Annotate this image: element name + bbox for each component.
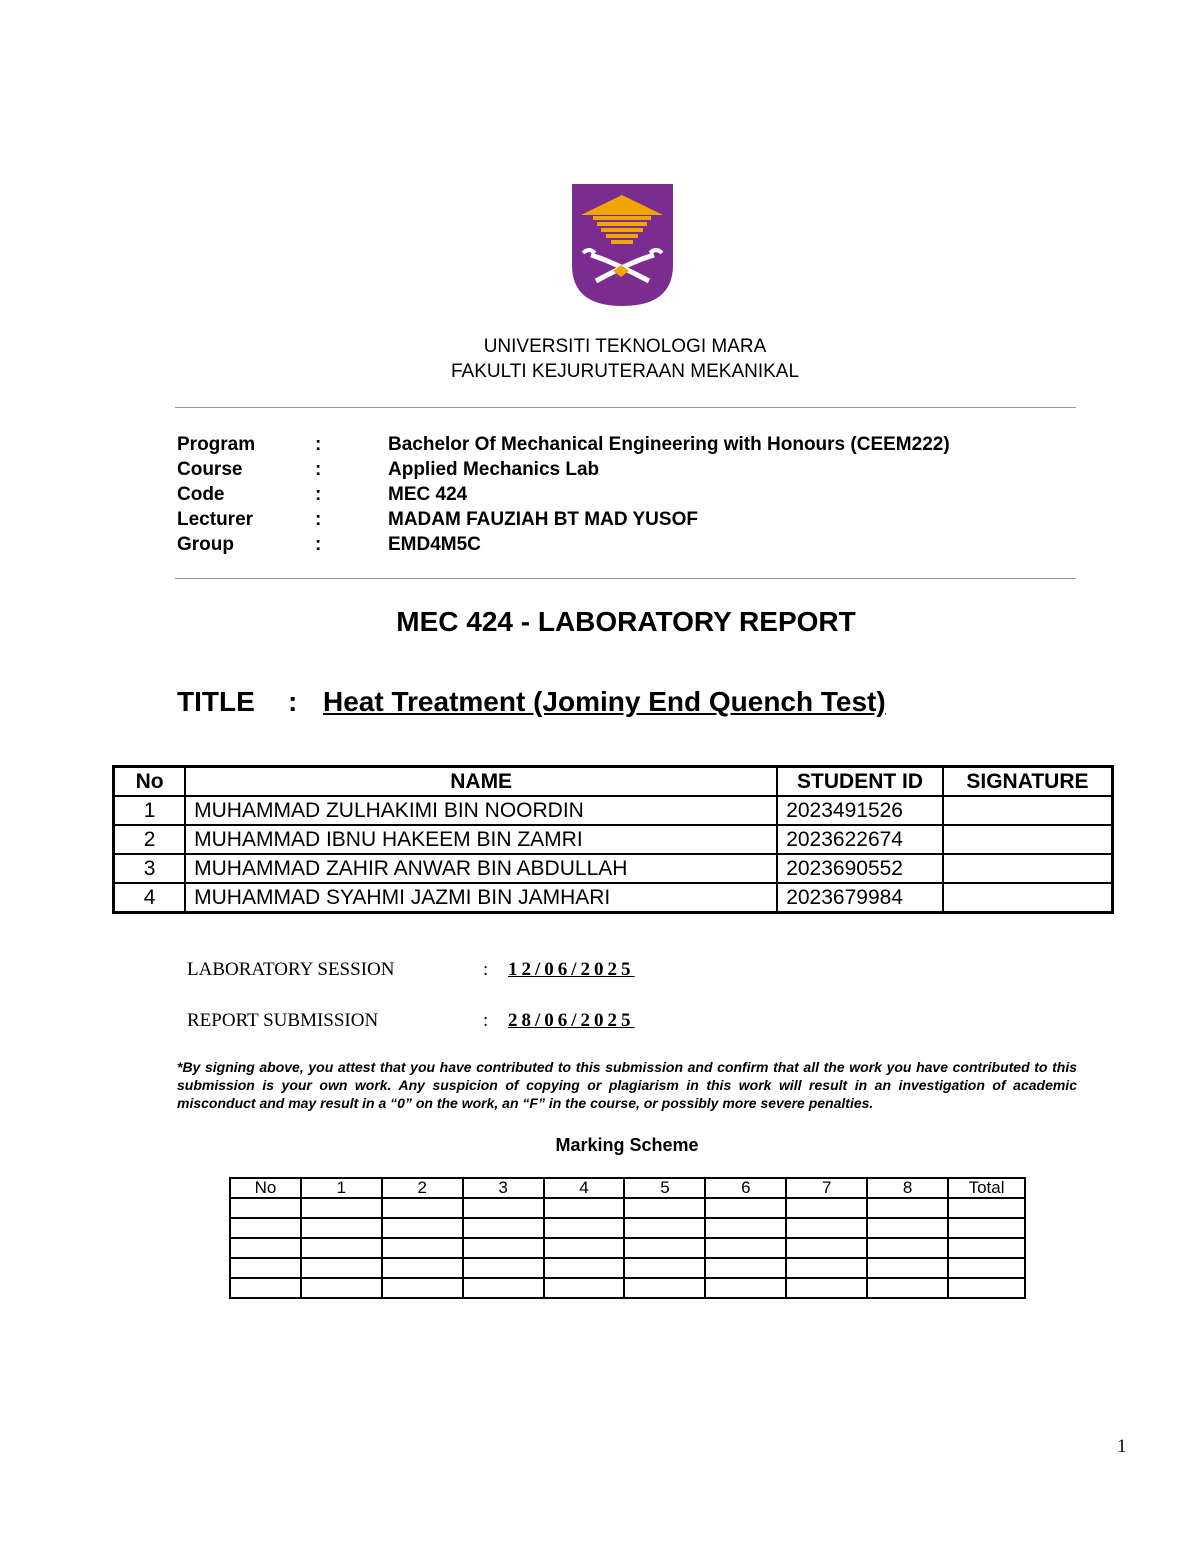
student-id: 2023491526 (777, 796, 943, 825)
session-colon: : (483, 959, 489, 980)
info-label: Lecturer (177, 509, 254, 530)
marking-header: 8 (867, 1178, 948, 1198)
marking-cell (948, 1258, 1025, 1278)
info-colon: : (315, 434, 322, 455)
marking-cell (463, 1258, 544, 1278)
marking-cell (230, 1258, 301, 1278)
marking-cell (705, 1238, 786, 1258)
info-value: MEC 424 (388, 484, 468, 505)
university-logo (571, 183, 674, 307)
info-value: Bachelor Of Mechanical Engineering with Honours (CEEM222) (388, 434, 950, 455)
student-signature (943, 854, 1113, 883)
student-id: 2023679984 (777, 883, 943, 913)
marking-cell (463, 1198, 544, 1218)
table-row (114, 854, 1113, 883)
marking-cell (544, 1218, 625, 1238)
marking-cell (624, 1278, 705, 1298)
marking-cell (624, 1198, 705, 1218)
marking-cell (544, 1198, 625, 1218)
marking-cell (624, 1258, 705, 1278)
title-value: Heat Treatment (Jominy End Quench Test) (323, 686, 886, 717)
marking-cell (230, 1238, 301, 1258)
marking-cell (382, 1218, 463, 1238)
marking-cell (463, 1278, 544, 1298)
info-value: EMD4M5C (388, 534, 481, 555)
session-label: LABORATORY SESSION (187, 959, 395, 980)
marking-cell (382, 1258, 463, 1278)
marking-header: 5 (624, 1178, 705, 1198)
marking-cell (867, 1198, 948, 1218)
marking-header: Total (948, 1178, 1025, 1198)
marking-cell (230, 1198, 301, 1218)
header-no: No (114, 767, 186, 797)
marking-cell (786, 1258, 867, 1278)
header-name: NAME (185, 767, 777, 797)
marking-cell (705, 1218, 786, 1238)
marking-header: 4 (544, 1178, 625, 1198)
marking-cell (382, 1198, 463, 1218)
marking-cell (786, 1238, 867, 1258)
info-colon: : (315, 509, 322, 530)
info-colon: : (315, 484, 322, 505)
marking-cell (867, 1278, 948, 1298)
info-label: Program (177, 434, 256, 455)
marking-cell (624, 1238, 705, 1258)
marking-cell (705, 1198, 786, 1218)
marking-cell (382, 1278, 463, 1298)
marking-cell (867, 1258, 948, 1278)
student-name: MUHAMMAD SYAHMI JAZMI BIN JAMHARI (185, 883, 777, 913)
submission-label: REPORT SUBMISSION (187, 1010, 379, 1031)
declaration-note: *By signing above, you attest that you have contributed to this submission and confirm that all the work you have contributed to this submission is your own work. Any suspicion of copying or plagiarism in this work will result in an investigation of academic misconduct and may result in a “0” on the work, an “F” in the course, or possibly more severe penalties. (177, 1059, 1077, 1111)
marking-cell (301, 1238, 382, 1258)
submission-colon: : (483, 1010, 489, 1031)
marking-header: 7 (786, 1178, 867, 1198)
info-value: MADAM FAUZIAH BT MAD YUSOF (388, 509, 698, 530)
marking-row (230, 1218, 1025, 1238)
marking-cell (301, 1258, 382, 1278)
marking-row (230, 1238, 1025, 1258)
student-signature (943, 796, 1113, 825)
student-name: MUHAMMAD ZULHAKIMI BIN NOORDIN (185, 796, 777, 825)
marking-cell (786, 1198, 867, 1218)
title-colon: : (288, 686, 298, 717)
student-no: 4 (114, 883, 186, 913)
student-no: 2 (114, 825, 186, 854)
marking-cell (301, 1218, 382, 1238)
marking-header: 3 (463, 1178, 544, 1198)
marking-cell (948, 1218, 1025, 1238)
marking-cell (382, 1238, 463, 1258)
marking-cell (948, 1238, 1025, 1258)
info-value: Applied Mechanics Lab (388, 459, 600, 480)
marking-table (229, 1177, 1026, 1299)
marking-scheme-title: Marking Scheme (555, 1135, 699, 1155)
page-number: 1 (1117, 1436, 1127, 1457)
table-row (114, 825, 1113, 854)
university-name: UNIVERSITI TEKNOLOGI MARA (483, 336, 767, 357)
marking-cell (786, 1218, 867, 1238)
header-signature: SIGNATURE (943, 767, 1113, 797)
marking-cell (230, 1218, 301, 1238)
table-row (114, 883, 1113, 913)
title-label: TITLE (177, 686, 255, 717)
student-id: 2023690552 (777, 854, 943, 883)
marking-cell (948, 1198, 1025, 1218)
marking-cell (705, 1258, 786, 1278)
marking-row (230, 1258, 1025, 1278)
marking-row (230, 1278, 1025, 1298)
report-title: MEC 424 - LABORATORY REPORT (396, 606, 856, 637)
students-table (112, 765, 1114, 914)
student-no: 1 (114, 796, 186, 825)
marking-cell (301, 1278, 382, 1298)
info-label: Code (177, 484, 225, 505)
marking-header: 6 (705, 1178, 786, 1198)
marking-cell (301, 1198, 382, 1218)
student-id: 2023622674 (777, 825, 943, 854)
header-student-id: STUDENT ID (777, 767, 943, 797)
divider-top (175, 407, 1076, 408)
faculty-name: FAKULTI KEJURUTERAAN MEKANIKAL (450, 361, 800, 382)
student-signature (943, 825, 1113, 854)
marking-cell (230, 1278, 301, 1298)
marking-header: 1 (301, 1178, 382, 1198)
marking-header: No (230, 1178, 301, 1198)
marking-cell (624, 1218, 705, 1238)
info-colon: : (315, 459, 322, 480)
marking-cell (867, 1218, 948, 1238)
student-no: 3 (114, 854, 186, 883)
table-header-row (114, 767, 1113, 797)
student-signature (943, 883, 1113, 913)
session-date: 12/06/2025 (508, 959, 635, 980)
marking-row (230, 1198, 1025, 1218)
table-row (114, 796, 1113, 825)
marking-cell (463, 1238, 544, 1258)
marking-cell (948, 1278, 1025, 1298)
info-label: Group (177, 534, 234, 555)
marking-cell (463, 1218, 544, 1238)
info-label: Course (177, 459, 243, 480)
submission-date: 28/06/2025 (508, 1010, 635, 1031)
marking-cell (544, 1258, 625, 1278)
divider-bottom (175, 578, 1076, 579)
student-name: MUHAMMAD ZAHIR ANWAR BIN ABDULLAH (185, 854, 777, 883)
marking-cell (544, 1278, 625, 1298)
info-colon: : (315, 534, 322, 555)
marking-header: 2 (382, 1178, 463, 1198)
marking-cell (867, 1238, 948, 1258)
marking-header-row (230, 1178, 1025, 1198)
marking-cell (544, 1238, 625, 1258)
marking-cell (705, 1278, 786, 1298)
marking-cell (786, 1278, 867, 1298)
marking-body (230, 1198, 1025, 1298)
student-name: MUHAMMAD IBNU HAKEEM BIN ZAMRI (185, 825, 777, 854)
